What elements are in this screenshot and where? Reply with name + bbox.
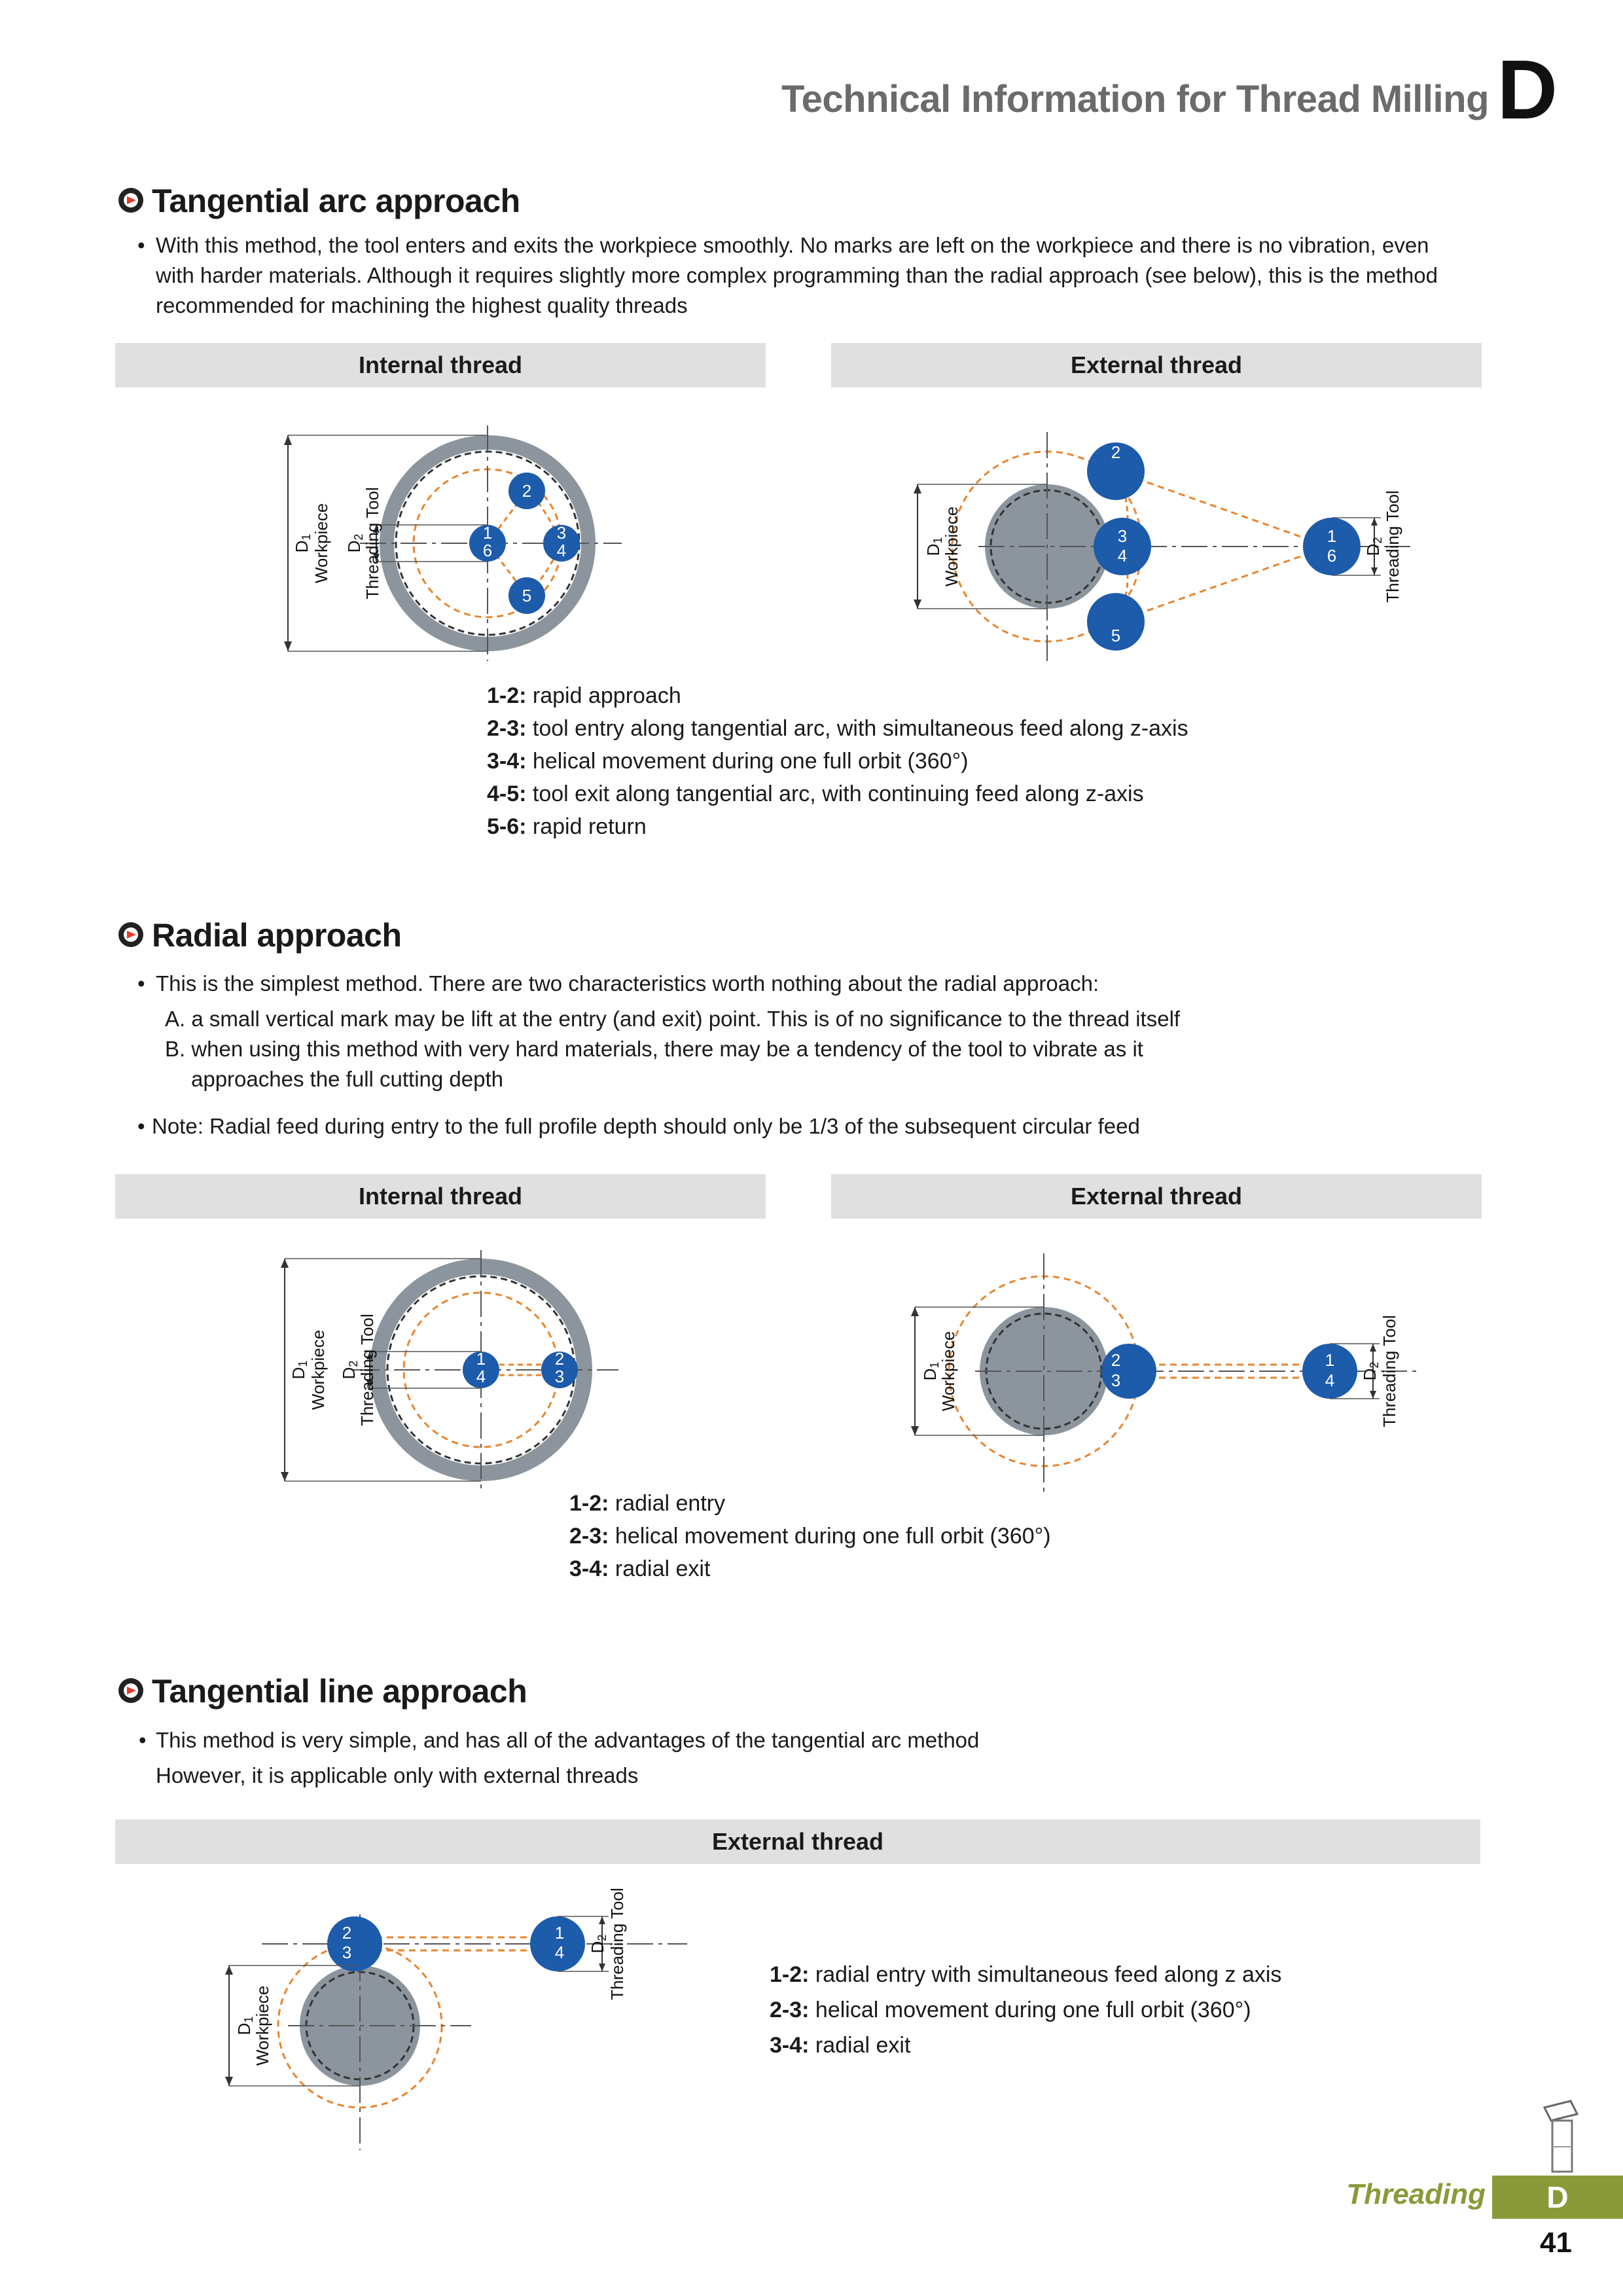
- step-item: 4-5: tool exit along tangential arc, with continuing feed along z-axis: [487, 781, 1144, 806]
- label-d2-sub: 2: [1371, 537, 1384, 544]
- label-n6: 6: [1327, 546, 1337, 565]
- section-paragraph: • This is the simplest method. There are two characteristics worth nothing about the radial approach: A. a small vertical mark may be lift at the entry (and exit) point. This is of no significance to the thread itself B. when using this method with very hard materials, there may be a tendency of the tool to vibrate as it approaches the full cutting depth: [137, 969, 1466, 1094]
- label-n5: 5: [1111, 626, 1121, 645]
- label-d1: D: [234, 2022, 254, 2036]
- label-n2: 2: [522, 481, 532, 501]
- label-threading-tool: Threading Tool: [607, 1888, 627, 2000]
- label-d1: D: [289, 1367, 308, 1380]
- label-n2: 2: [554, 1349, 565, 1369]
- diagram-internal-radial: [262, 1247, 628, 1496]
- label-n1: 1: [1327, 526, 1337, 546]
- step-item: 3-4: radial exit: [569, 1556, 711, 1581]
- steps-list: [770, 1957, 1281, 2063]
- note-paragraph: • Note: Radial feed during entry to the full profile depth should only be 1/3 of the subsequent circular feed: [137, 1111, 1466, 1141]
- label-workpiece: Workpiece: [253, 1985, 272, 2066]
- step-item: 3-4: radial exit: [770, 2033, 911, 2058]
- label-threading-tool: Threading Tool: [1380, 1315, 1399, 1427]
- steps-list: [487, 679, 1188, 843]
- label-n4: 4: [476, 1367, 486, 1386]
- label-n2: 2: [1111, 442, 1121, 462]
- label-n3: 3: [342, 1943, 352, 1962]
- step-item: 1-2: radial entry: [569, 1491, 726, 1516]
- label-d1-sub: 1: [931, 537, 944, 544]
- paragraph-text: With this method, the tool enters and exits the workpiece smoothly. No marks are left on the workpiece and there is no vibration, even with harder materials. Although it requires slightly more complex programming than the radial approach (see below), this is the method recommended for machining the highest quality threads: [156, 233, 1438, 317]
- label-threading-tool: Threading Tool: [1383, 490, 1402, 603]
- paragraph-text: However, it is applicable only with external threads: [156, 1763, 639, 1787]
- label-n4: 4: [554, 1943, 565, 1962]
- label-n1: 1: [476, 1349, 486, 1369]
- svg-text:D2: [1363, 537, 1384, 556]
- label-d2: D: [344, 540, 364, 553]
- sub-item: A. a small vertical mark may be lift at the entry (and exit) point. This is of no significance to the thread itself: [165, 1007, 1181, 1031]
- diagram-external-tangential-line: [216, 1878, 713, 2153]
- page-header-title: Technical Information for Thread Milling: [781, 78, 1489, 120]
- label-n1: 1: [1325, 1350, 1335, 1370]
- label-d1-sub: 1: [300, 533, 313, 541]
- diagram-external-tangential-arc: [903, 419, 1427, 668]
- diagram-external-radial: [903, 1253, 1427, 1502]
- label-workpiece: Workpiece: [312, 503, 331, 584]
- label-threading-tool: Threading Tool: [357, 1314, 377, 1426]
- page-number: 41: [1540, 2227, 1572, 2259]
- steps-list: [569, 1487, 1051, 1585]
- label-d1: D: [920, 1368, 940, 1381]
- step-item: 1-2: rapid approach: [487, 683, 681, 708]
- label-d2-sub: 2: [352, 533, 365, 541]
- label-workpiece: Workpiece: [938, 1331, 958, 1412]
- label-d2: D: [1363, 543, 1383, 556]
- label-d2: D: [1360, 1368, 1380, 1381]
- label-d2-sub: 2: [1368, 1361, 1381, 1369]
- paragraph-text: This is the simplest method. There are two characteristics worth nothing about the radial approach:: [156, 971, 1099, 996]
- label-d2-sub: 2: [347, 1360, 360, 1367]
- label-n3: 3: [1117, 526, 1128, 546]
- label-n4: 4: [556, 541, 567, 560]
- step-item: 2-3: tool entry along tangential arc, with simultaneous feed along z-axis: [487, 716, 1188, 741]
- label-d1: D: [923, 543, 943, 556]
- footer-category: Threading: [1346, 2178, 1486, 2210]
- diagram-internal-tangential-arc: [268, 412, 635, 674]
- tab-external-thread: External thread: [831, 343, 1482, 387]
- svg-text:D1: [292, 534, 313, 553]
- section-title: Tangential line approach: [152, 1673, 527, 1710]
- label-d1-sub: 1: [296, 1360, 310, 1367]
- label-workpiece: Workpiece: [308, 1329, 328, 1410]
- sub-item: B. when using this method with very hard materials, there may be a tendency of the tool to vibrate as it: [165, 1037, 1143, 1061]
- section-paragraph: • With this method, the tool enters and exits the workpiece smoothly. No marks are left on the workpiece and there is no vibration, even with harder materials. Although it requires slightly more complex programming than the radial approach (see below), this is the method recommended for machining the highest quality threads: [137, 230, 1466, 321]
- svg-text:D2: [588, 1935, 609, 1954]
- label-d2-sub: 2: [596, 1934, 609, 1941]
- tab-internal-thread: Internal thread: [115, 1174, 766, 1219]
- label-n1: 1: [482, 523, 493, 543]
- step-item: 3-4: helical movement during one full orbit (360°): [487, 749, 969, 774]
- note-text: Note: Radial feed during entry to the full profile depth should only be 1/3 of the subsequent circular feed: [152, 1114, 1140, 1138]
- section-title: Tangential arc approach: [152, 183, 520, 219]
- section-title: Radial approach: [152, 917, 402, 954]
- tab-external-thread: External thread: [831, 1174, 1482, 1219]
- label-d1-sub: 1: [242, 2016, 255, 2023]
- label-n2: 2: [342, 1923, 352, 1943]
- sub-item: approaches the full cutting depth: [191, 1067, 504, 1091]
- chapter-letter: D: [1497, 43, 1558, 137]
- arrow-circle-icon: [118, 1677, 144, 1704]
- section-paragraph: • This method is very simple, and has all of the advantages of the tangential arc method However, it is applicable only with external threads: [139, 1725, 1467, 1791]
- thread-mill-tool-icon: [1531, 2094, 1590, 2173]
- svg-text:D2: [1360, 1362, 1381, 1381]
- step-item: 2-3: helical movement during one full orbit (360°): [569, 1524, 1051, 1549]
- label-d1-sub: 1: [928, 1361, 941, 1369]
- label-n4: 4: [1117, 546, 1128, 565]
- step-item: 5-6: rapid return: [487, 814, 647, 839]
- paragraph-text: This method is very simple, and has all of the advantages of the tangential arc method: [156, 1728, 980, 1752]
- label-d1: D: [292, 540, 312, 553]
- tab-external-thread: External thread: [115, 1820, 1480, 1864]
- tab-internal-thread: Internal thread: [115, 343, 766, 387]
- svg-text:D1: [289, 1361, 310, 1380]
- footer-chapter-badge: D: [1492, 2176, 1623, 2219]
- label-n5: 5: [522, 586, 532, 605]
- label-d2: D: [588, 1941, 607, 1954]
- label-n2: 2: [1111, 1350, 1121, 1370]
- tool-position-2-3: [1101, 1344, 1156, 1399]
- arrow-circle-icon: [118, 922, 144, 948]
- label-n3: 3: [556, 523, 567, 543]
- tool-position-2-3: [327, 1916, 382, 1971]
- arrow-circle-icon: [118, 187, 144, 213]
- label-n4: 4: [1325, 1371, 1335, 1390]
- label-threading-tool: Threading Tool: [363, 487, 382, 600]
- label-workpiece: Workpiece: [942, 506, 961, 587]
- label-d2: D: [339, 1367, 359, 1380]
- label-n3: 3: [554, 1367, 565, 1386]
- label-n3: 3: [1111, 1371, 1121, 1390]
- label-n6: 6: [482, 541, 493, 560]
- label-n1: 1: [554, 1923, 565, 1943]
- step-item: 2-3: helical movement during one full orbit (360°): [770, 1998, 1251, 2022]
- step-item: 1-2: radial entry with simultaneous feed along z axis: [770, 1962, 1282, 1987]
